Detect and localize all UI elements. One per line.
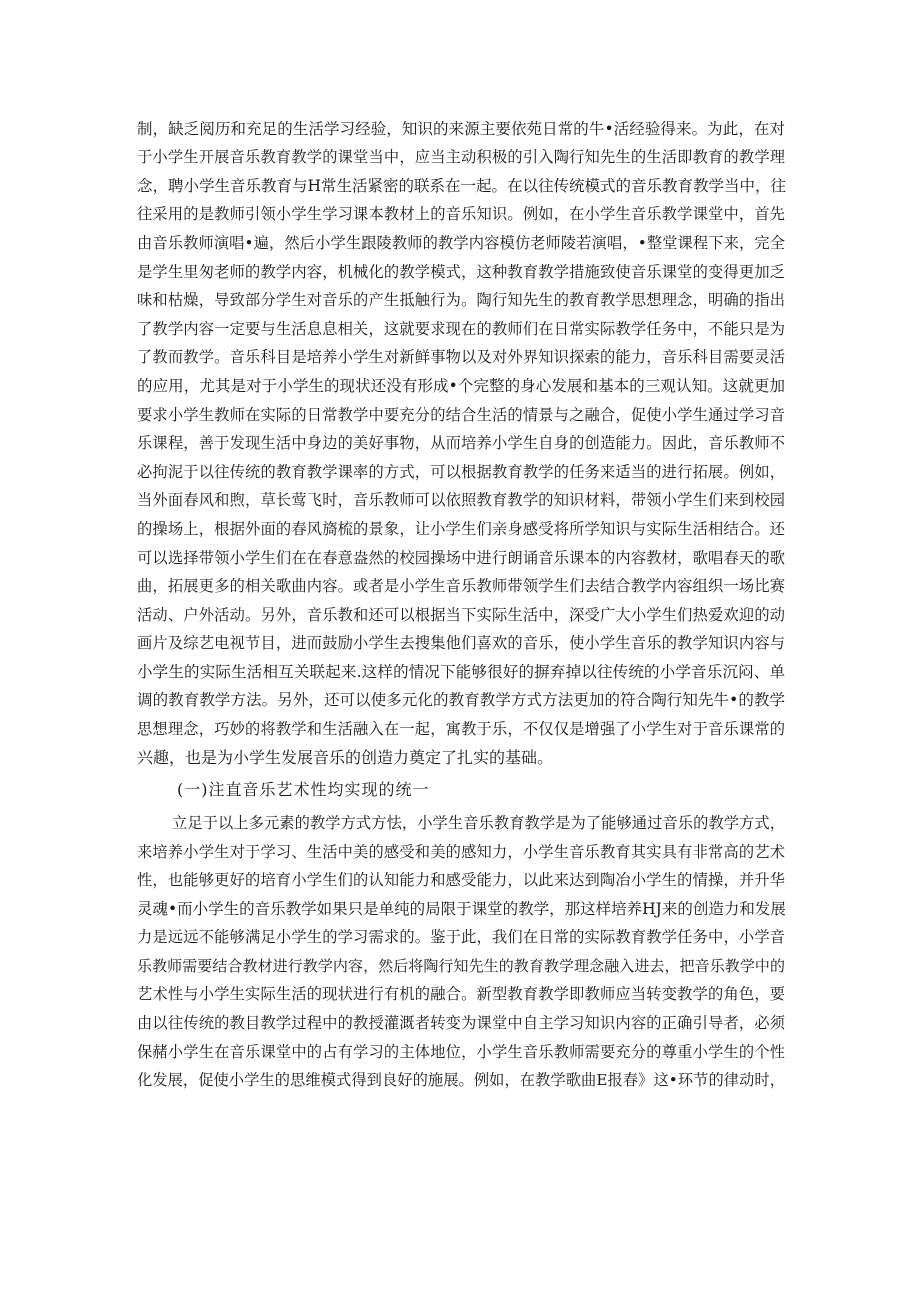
text-line: 念，聘小学生音乐教育与H常生活紧密的联系在一起。在以往传统模式的音乐教育教学当中，往 xyxy=(137,177,787,195)
text-line: 味和枯燥，导致部分学生对音乐的产生抵触行为。陶行知先生的教育教学思想理念，明确的指出 xyxy=(137,291,785,309)
text-line: 由音乐教师演唱•遍，然后小学生跟陵教师的教学内容模仿老师陵若演唱，•整堂课程下来，完全 xyxy=(137,234,785,252)
text-line: 画片及综艺电视节目，进而鼓励小学生去搜集他们喜欢的音乐，使小学生音乐的教学知识内容与 xyxy=(137,634,785,652)
text-line: 立足于以上多元素的教学方式方怯，小学生音乐教育教学是为了能够通过音乐的教学方式， xyxy=(172,814,785,832)
text-line: 曲，拓展更多的相关歌曲内容。或者是小学生音乐教师带领学生们去结合教学内容组织一场比赛 xyxy=(137,577,785,595)
text-line: 性，也能够更好的培育小学生们的认知能力和感受能力，以此来达到陶冶小学生的情操，并升华 xyxy=(137,871,785,889)
text-line: 活动、户外活动。另外，音乐教和还可以根据当下实际生活中，深受广大小学生们热爱欢迎的动 xyxy=(137,606,785,624)
text-line: 的应用，尤其是对于小学生的现状还没有形成•个完整的身心发展和基本的三观认知。这就更加 xyxy=(137,377,785,395)
text-line: 乐教师需要结合教材进行教学内容，然后将陶行知先生的教育教学理念融入进去，把音乐教学中的 xyxy=(137,957,785,975)
text-line: 艺术性与小学生实际生活的现状进行有机的融合。新型教育教学即教师应当转变教学的角色，要 xyxy=(137,985,785,1003)
section-heading: (一)注直音乐艺术性均实现的统一 xyxy=(177,780,430,799)
text-line: 可以选择带领小学生们在在春意盎然的校园操场中进行朗诵音乐课本的内容教材，歌唱春天的歌 xyxy=(137,549,785,567)
text-line: 来培养小学生对于学习、生活中美的感受和美的感知力，小学生音乐教育其实具有非常高的艺术 xyxy=(137,843,785,861)
text-line: 制，缺乏阅历和充足的生活学习经验，知识的来源主要依苑日常的牛•活经验得来。为此，在对 xyxy=(137,120,785,138)
text-line: 兴趣，也是为小学生发展音乐的创造力奠定了扎实的基础。 xyxy=(137,748,554,767)
text-line: 调的教育教学方法。另外，还可以使多元化的教育教学方式方法更加的符合陶行知先牛•的教学 xyxy=(137,691,785,709)
text-line: 于小学生开展音乐教育教学的课堂当中，应当主动积极的引入陶行知先生的生活即教育的教学理 xyxy=(137,148,785,166)
text-line: 灵魂•而小学生的音乐教学如果只是单纯的局限于课堂的教学，那这样培养HJ来的创造力和发展 xyxy=(137,900,786,918)
text-line: 的操场上，根据外面的春风旖梳的景象，让小学生们亲身感受将所学知识与实际生活相结合。还 xyxy=(137,520,785,538)
text-line: 乐课程，善于发现生活中身边的美好事物，从而培养小学生自身的创造能力。因此，音乐教师不 xyxy=(137,434,785,452)
text-line: 力是远远不能够满足小学生的学习需求的。鉴于此，我们在日常的实际教育教学任务中，小学音 xyxy=(137,928,785,946)
text-line: 必拘泥于以往传统的教育教学课率的方式，可以根据教育教学的任务来适当的进行拓展。例如， xyxy=(137,463,785,481)
text-line: 化发展，促使小学生的思维模式得到良好的施展。例如，在教学歌曲E报春》这•环节的律动时， xyxy=(137,1071,785,1089)
text-line: 由以往传统的教目教学过程中的教授灌溉者转变为课堂中自主学习知识内容的正确引导者，必须 xyxy=(137,1014,785,1032)
text-line: 要求小学生教师在实际的日常教学中要充分的结合生活的情景与之融合，促使小学生通过学习音 xyxy=(137,406,785,424)
text-line: 当外面春风和煦，草长莺飞时，音乐教师可以依照教育教学的知识材料，带领小学生们来到校园 xyxy=(137,491,785,509)
text-line: 往采用的是教师引领小学生学习课本教材上的音乐知识。例如，在小学生音乐教学课堂中，首先 xyxy=(137,205,785,223)
text-line: 保赭小学生在音乐课堂中的占有学习的主体地位，小学生音乐教师需要充分的尊重小学生的个性 xyxy=(137,1043,785,1061)
text-line: 思想理念，巧妙的将教学和生活融入在一起，寓教于乐，不仅仅是增强了小学生对于音乐课常的 xyxy=(137,720,785,738)
text-line: 了教而教学。音乐科目是培养小学生对新鲜事物以及对外界知识探索的能力，音乐科目需要灵活 xyxy=(137,348,785,366)
text-line: 是学生里匆老师的教学内容，机械化的教学模式，这种教育教学措施致使音乐课堂的变得更加乏 xyxy=(137,263,785,281)
text-line: 了教学内容一定要与生活息息相关，这就要求现在的教师们在日常实际教学任务中，不能只是为 xyxy=(137,320,785,338)
text-line: 小学生的实际生活相互关联起来.这样的情况下能够很好的摒弃掉以往传统的小学音乐沉闷、单 xyxy=(137,663,785,681)
